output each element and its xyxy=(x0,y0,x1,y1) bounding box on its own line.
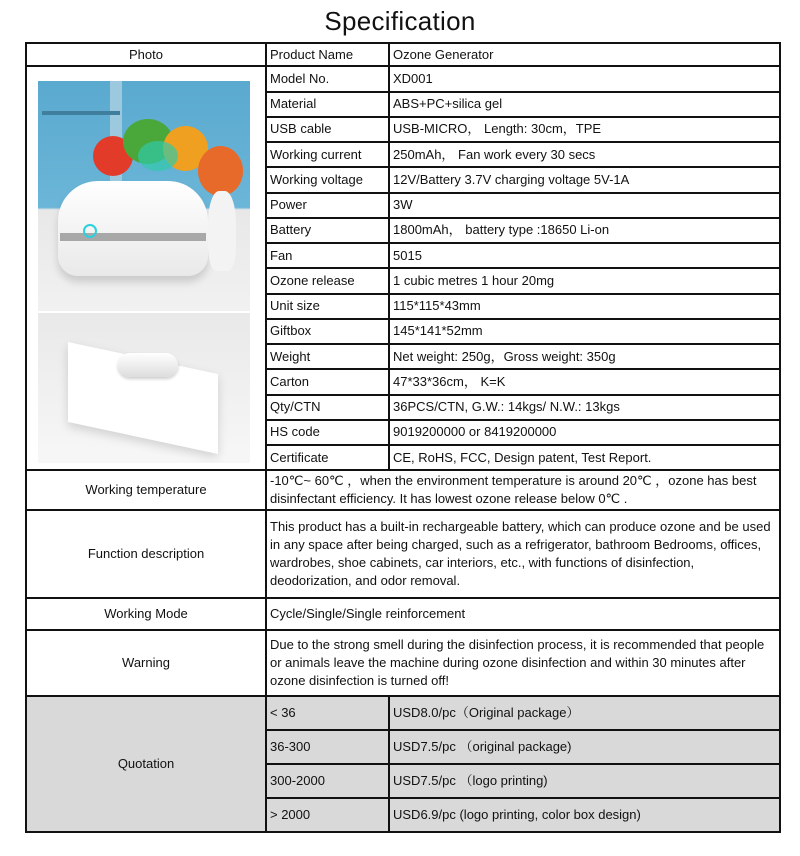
spec-label: Product Name xyxy=(266,43,389,66)
spec-label: Material xyxy=(266,92,389,117)
spec-label: Model No. xyxy=(266,66,389,91)
spec-label: HS code xyxy=(266,420,389,445)
quotation-qty: 300-2000 xyxy=(266,764,389,798)
working-temperature-value: -10℃~ 60℃ ，when the environment temperature is around 20℃ ，ozone has best disinfectant efficiency. It has lowest ozone release below 0℃ . xyxy=(266,470,780,510)
working-mode-value: Cycle/Single/Single reinforcement xyxy=(266,598,780,630)
spec-value: XD001 xyxy=(389,66,780,91)
spec-label: Carton xyxy=(266,369,389,394)
spec-value: 9019200000 or 8419200000 xyxy=(389,420,780,445)
photo-area xyxy=(27,67,265,469)
quotation-price: USD8.0/pc（Original package） xyxy=(389,696,780,730)
quotation-qty: < 36 xyxy=(266,696,389,730)
spec-label: Ozone release xyxy=(266,268,389,293)
product-photo xyxy=(38,81,250,311)
table-row xyxy=(26,66,780,91)
spec-label: Battery xyxy=(266,218,389,243)
giftbox-photo xyxy=(38,313,250,463)
spec-value: 5015 xyxy=(389,243,780,268)
table-row xyxy=(26,510,780,598)
spec-label: Weight xyxy=(266,344,389,369)
quotation-price: USD7.5/pc （logo printing) xyxy=(389,764,780,798)
spec-label: Power xyxy=(266,193,389,218)
quotation-price: USD7.5/pc （original package) xyxy=(389,730,780,764)
spec-value: USB-MICRO， Length: 30cm，TPE xyxy=(389,117,780,142)
spec-label: Working voltage xyxy=(266,167,389,192)
working-temperature-label: Working temperature xyxy=(26,470,266,510)
quotation-qty: 36-300 xyxy=(266,730,389,764)
table-row xyxy=(26,630,780,696)
spec-label: Qty/CTN xyxy=(266,395,389,420)
spec-value: 47*33*36cm， K=K xyxy=(389,369,780,394)
spec-label: Unit size xyxy=(266,294,389,319)
spec-label: Certificate xyxy=(266,445,389,470)
spec-label: Giftbox xyxy=(266,319,389,344)
quotation-qty: > 2000 xyxy=(266,798,389,832)
spec-value: 1 cubic metres 1 hour 20mg xyxy=(389,268,780,293)
warning-value: Due to the strong smell during the disinfection process, it is recommended that people or animals leave the machine during ozone disinfection and within 30 minutes after ozone disinfection is turned off! xyxy=(266,630,780,696)
spec-value: 145*141*52mm xyxy=(389,319,780,344)
photo-header: Photo xyxy=(26,43,266,66)
function-description-label: Function description xyxy=(26,510,266,598)
spec-value: 3W xyxy=(389,193,780,218)
page-title: Specification xyxy=(324,6,476,36)
table-row xyxy=(26,598,780,630)
working-mode-label: Working Mode xyxy=(26,598,266,630)
spec-value: 250mAh， Fan work every 30 secs xyxy=(389,142,780,167)
table-row xyxy=(26,470,780,510)
quotation-price: USD6.9/pc (logo printing, color box design) xyxy=(389,798,780,832)
photo-cell xyxy=(26,66,266,470)
warning-label: Warning xyxy=(26,630,266,696)
spec-label: Fan xyxy=(266,243,389,268)
spec-value: CE, RoHS, FCC, Design patent, Test Report. xyxy=(389,445,780,470)
table-row xyxy=(26,696,780,730)
table-row xyxy=(26,43,780,66)
quotation-label: Quotation xyxy=(26,696,266,832)
function-description-value: This product has a built-in rechargeable battery, which can produce ozone and be used in any space after being charged, such as a refrigerator, bathroom Bedrooms, offices, wardrobes, shoe cabinets, car interiors, etc., with functions of disinfection, deodorization, and odor removal. xyxy=(266,510,780,598)
spec-value: 12V/Battery 3.7V charging voltage 5V-1A xyxy=(389,167,780,192)
spec-value: 115*115*43mm xyxy=(389,294,780,319)
specification-table xyxy=(25,42,781,833)
spec-value: 1800mAh， battery type :18650 Li-on xyxy=(389,218,780,243)
spec-value: 36PCS/CTN, G.W.: 14kgs/ N.W.: 13kgs xyxy=(389,395,780,420)
spec-label: Working current xyxy=(266,142,389,167)
spec-value: Ozone Generator xyxy=(389,43,780,66)
spec-value: ABS+PC+silica gel xyxy=(389,92,780,117)
spec-label: USB cable xyxy=(266,117,389,142)
spec-value: Net weight: 250g，Gross weight: 350g xyxy=(389,344,780,369)
